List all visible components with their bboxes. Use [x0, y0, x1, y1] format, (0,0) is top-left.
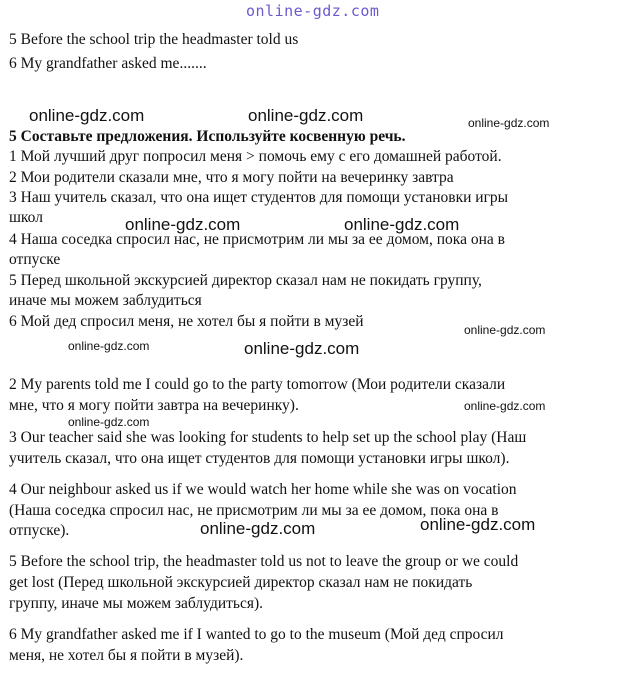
watermark: online-gdz.com	[68, 415, 150, 429]
text-line: 3 Our teacher said she was looking for students to help set up the school play (Наш	[9, 429, 527, 446]
text-line: 4 Наша соседка спросил нас, не присмотрим ли мы за ее домом, пока она в	[9, 231, 505, 248]
text-line: группу, иначе мы можем заблудиться).	[9, 595, 264, 612]
watermark: online-gdz.com	[468, 116, 550, 130]
text-line: 4 Our neighbour asked us if we would watch her home while she was on vocation	[9, 481, 517, 498]
text-line: 6 Мой дед спросил меня, не хотел бы я пойти в музей	[9, 313, 364, 330]
watermark: online-gdz.com	[420, 515, 536, 534]
text-line: отпуске).	[9, 522, 70, 539]
text-line: 6 My grandfather asked me if I wanted to go to the museum (Мой дед спросил	[9, 626, 504, 643]
watermark: online-gdz.com	[464, 399, 546, 413]
watermark: online-gdz.com	[464, 323, 546, 337]
header-watermark: online-gdz.com	[246, 2, 380, 20]
text-line: 5 Before the school trip the headmaster told us	[9, 31, 299, 48]
text-line: 2 My parents told me I could go to the party tomorrow (Мои родители сказали	[9, 376, 506, 393]
text-line: (Наша соседка спросил нас, не присмотрим ли мы за ее домом, пока она в	[9, 502, 499, 519]
text-line: get lost (Перед школьной экскурсией директор сказал нам не покидать	[9, 574, 473, 591]
watermark: online-gdz.com	[29, 106, 145, 125]
watermark: online-gdz.com	[200, 519, 316, 538]
exercise-heading: 5 Составьте предложения. Используйте косвенную речь.	[9, 128, 406, 145]
text-line: 5 Before the school trip, the headmaster told us not to leave the group or we could	[9, 553, 519, 570]
text-line: 1 Мой лучший друг попросил меня > помочь ему с его домашней работой.	[9, 148, 502, 165]
text-line: 3 Наш учитель сказал, что она ищет студентов для помощи установки игры	[9, 189, 509, 206]
watermark: online-gdz.com	[68, 339, 150, 353]
watermark: online-gdz.com	[344, 215, 460, 234]
text-line: 6 My grandfather asked me.......	[9, 55, 207, 72]
text-line: иначе мы можем заблудиться	[9, 292, 202, 309]
watermark: online-gdz.com	[248, 106, 364, 125]
text-line: учитель сказал, что она ищет студентов для помощи установки игры школ).	[9, 450, 510, 467]
text-line: отпуске	[9, 251, 61, 268]
watermark: online-gdz.com	[244, 339, 360, 358]
text-line: школ	[9, 209, 43, 226]
watermark: online-gdz.com	[125, 215, 241, 234]
text-line: 2 Мои родители сказали мне, что я могу пойти на вечеринку завтра	[9, 169, 454, 186]
text-line: мне, что я могу пойти завтра на вечеринку).	[9, 397, 299, 414]
text-line: меня, не хотел бы я пойти в музей).	[9, 647, 244, 664]
text-line: 5 Перед школьной экскурсией директор сказал нам не покидать группу,	[9, 272, 482, 289]
